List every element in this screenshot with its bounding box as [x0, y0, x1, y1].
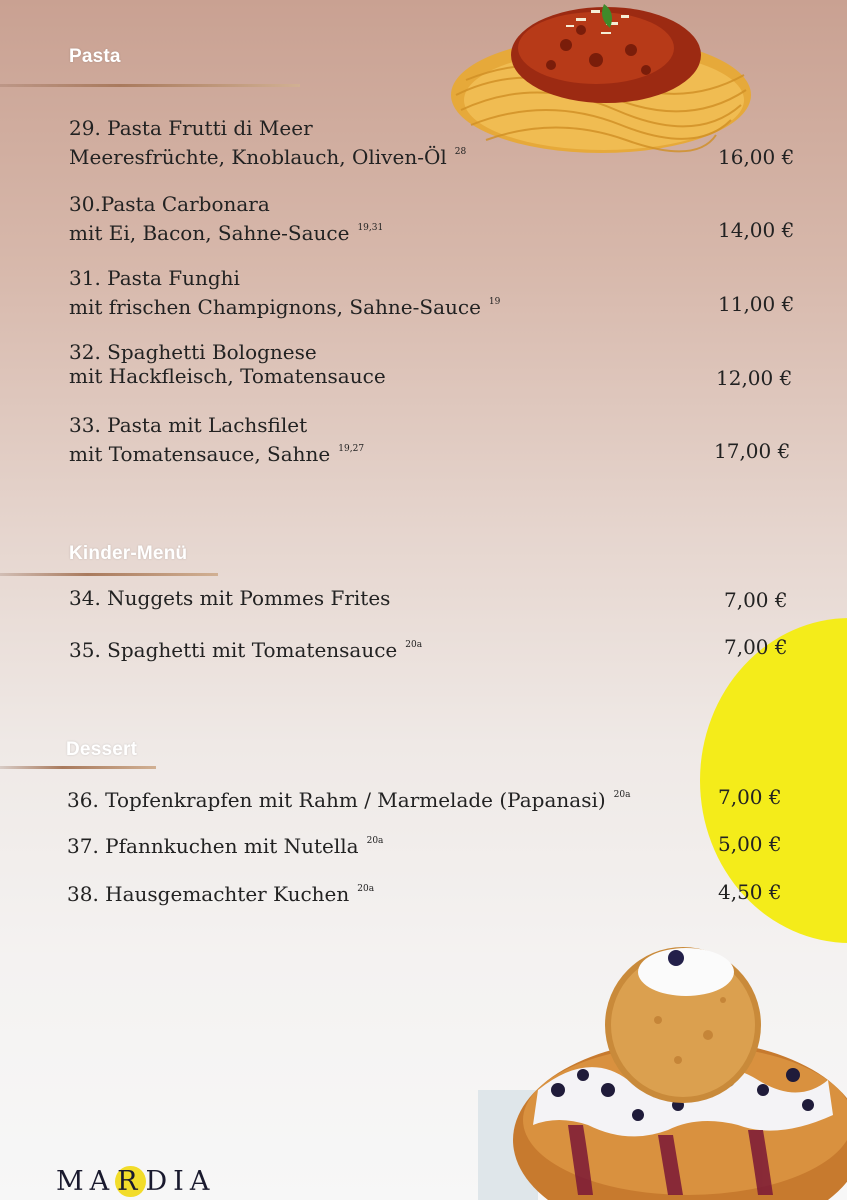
- menu-item: [69, 413, 364, 466]
- item-price: 5,00 €: [718, 832, 782, 856]
- item-description: mit Ei, Bacon, Sahne-Sauce $^{19,31}$: [69, 221, 384, 245]
- spaghetti-photo: [446, 0, 752, 168]
- menu-item: [69, 633, 422, 662]
- item-price: 7,00 €: [724, 635, 788, 659]
- section-title-pasta: Pasta: [69, 46, 121, 67]
- brand-text-end: DIA: [145, 1166, 216, 1197]
- item-name: 30.Pasta Carbonara: [69, 192, 270, 216]
- section-title-kinder-menu: Kinder-Menü: [69, 543, 188, 564]
- item-name: 34. Nuggets mit Pommes Frites: [69, 586, 391, 610]
- item-price: 11,00 €: [718, 292, 795, 316]
- item-price: 12,00 €: [716, 366, 793, 390]
- item-name: 31. Pasta Funghi: [69, 266, 240, 290]
- item-description: mit Hackfleisch, Tomatensauce: [69, 364, 386, 388]
- item-description: Meeresfrüchte, Knoblauch, Oliven-Öl $^{28}$: [69, 145, 467, 169]
- item-price: 17,00 €: [714, 439, 791, 463]
- dessert-photo: [478, 940, 847, 1200]
- item-price: 7,00 €: [724, 588, 788, 612]
- allergen-codes: 20a: [366, 836, 384, 846]
- item-price: 4,50 €: [718, 880, 782, 904]
- menu-item: [69, 266, 500, 319]
- allergen-codes: 19: [488, 297, 501, 307]
- allergen-codes: 20a: [357, 884, 375, 894]
- item-name: 29. Pasta Frutti di Meer: [69, 116, 313, 140]
- allergen-codes: 20a: [405, 640, 423, 650]
- item-name: 38. Hausgemachter Kuchen $^{20a}$: [67, 882, 375, 906]
- section-divider-kinder-menu: [0, 573, 218, 576]
- brand-text-start: MA: [56, 1166, 116, 1197]
- section-divider-pasta: [0, 84, 300, 87]
- brand-accent-letter: R: [117, 1166, 144, 1197]
- item-name: 35. Spaghetti mit Tomatensauce $^{20a}$: [69, 638, 423, 662]
- allergen-codes: 28: [454, 147, 467, 157]
- item-price: 14,00 €: [718, 218, 795, 242]
- allergen-codes: 19,27: [338, 444, 365, 454]
- section-divider-dessert: [0, 766, 156, 769]
- item-name: 32. Spaghetti Bolognese: [69, 340, 317, 364]
- menu-item: [67, 783, 630, 812]
- item-name: 33. Pasta mit Lachsfilet: [69, 413, 308, 437]
- menu-item: [69, 116, 466, 169]
- allergen-codes: 19,31: [357, 223, 384, 233]
- allergen-codes: 20a: [613, 790, 631, 800]
- menu-item: [67, 877, 374, 906]
- menu-item: [69, 192, 383, 245]
- item-name: 37. Pfannkuchen mit Nutella $^{20a}$: [67, 834, 384, 858]
- menu-item: [69, 340, 386, 388]
- item-name: 36. Topfenkrapfen mit Rahm / Marmelade (Papanasi) $^{20a}$: [67, 788, 631, 812]
- item-description: mit frischen Champignons, Sahne-Sauce $^{19}$: [69, 295, 501, 319]
- item-description: mit Tomatensauce, Sahne $^{19,27}$: [69, 442, 365, 466]
- item-price: 16,00 €: [718, 145, 795, 169]
- menu-item: [67, 829, 383, 858]
- item-price: 7,00 €: [718, 785, 782, 809]
- menu-item: [69, 586, 390, 610]
- section-title-dessert: Dessert: [66, 739, 138, 760]
- brand-logo: [56, 1166, 215, 1197]
